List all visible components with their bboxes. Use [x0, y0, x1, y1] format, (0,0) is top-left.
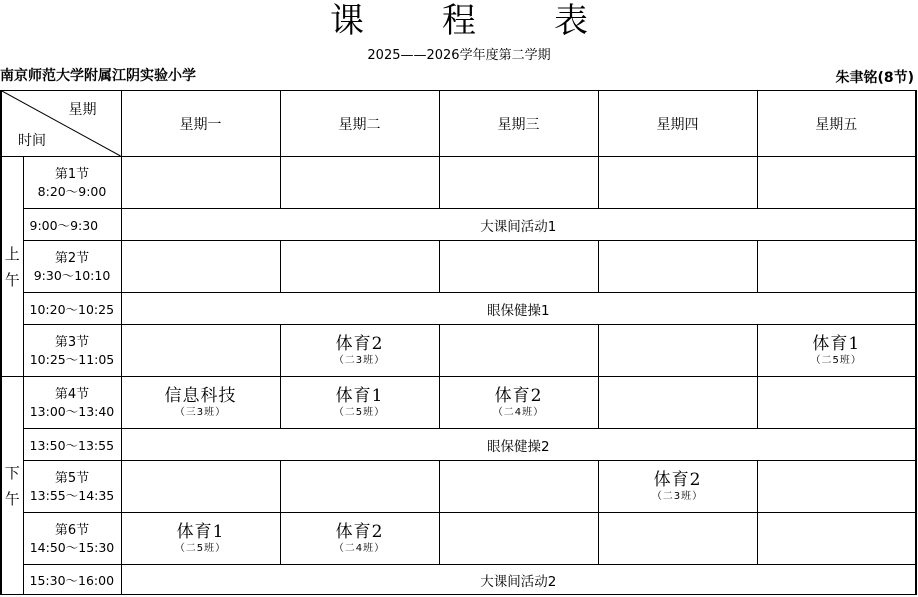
period-label: 第2节 — [54, 250, 90, 266]
table-row — [1, 513, 916, 565]
period-cell — [23, 157, 121, 209]
day-header-fri: 星期五 — [757, 91, 916, 157]
am-label-char: 上 — [4, 244, 20, 263]
period-label: 第4节 — [54, 386, 90, 402]
corner-time-label: 时间 — [18, 133, 46, 149]
course-cell — [598, 325, 757, 377]
break-time: 9:00～9:30 — [23, 209, 121, 241]
course-cell — [121, 377, 280, 429]
course-cell — [280, 241, 439, 293]
class-name: （二5班） — [174, 542, 227, 554]
course-cell — [757, 377, 916, 429]
header-row — [1, 91, 916, 157]
day-header-tue: 星期二 — [280, 91, 439, 157]
course-cell — [598, 157, 757, 209]
timetable — [0, 90, 917, 595]
course-cell — [439, 157, 598, 209]
class-name: （二4班） — [492, 406, 545, 418]
period-cell — [23, 513, 121, 565]
table-row — [1, 377, 916, 429]
class-name: （二5班） — [333, 406, 386, 418]
course-cell — [439, 461, 598, 513]
course-cell — [280, 377, 439, 429]
period-cell — [23, 325, 121, 377]
course-cell — [757, 513, 916, 565]
course-cell — [757, 325, 916, 377]
teacher-name: 朱聿铭(8节) — [835, 70, 914, 86]
course-name: 体育1 — [176, 521, 225, 542]
break-time: 13:50～13:55 — [23, 429, 121, 461]
course-cell — [121, 461, 280, 513]
course-name: 体育2 — [335, 333, 384, 354]
course-cell — [280, 461, 439, 513]
course-cell — [439, 325, 598, 377]
period-label: 第6节 — [54, 522, 90, 538]
course-name: 体育2 — [653, 469, 702, 490]
period-time: 14:50～15:30 — [29, 539, 115, 555]
course-cell — [121, 513, 280, 565]
class-name: （三3班） — [174, 406, 227, 418]
page-title: 课程表 — [330, 1, 666, 41]
course-cell — [598, 241, 757, 293]
course-cell — [598, 513, 757, 565]
break-activity: 大课间活动1 — [121, 209, 916, 241]
period-cell — [23, 377, 121, 429]
period-label: 第1节 — [54, 166, 90, 182]
table-row — [1, 325, 916, 377]
course-cell — [598, 377, 757, 429]
corner-day-label: 星期 — [68, 102, 97, 118]
table-row — [1, 565, 916, 595]
course-name: 体育2 — [494, 385, 543, 406]
course-cell — [439, 241, 598, 293]
course-name: 体育1 — [812, 333, 861, 354]
break-time: 10:20～10:25 — [23, 293, 121, 325]
course-cell — [280, 513, 439, 565]
period-cell — [23, 461, 121, 513]
period-time: 9:30～10:10 — [33, 267, 111, 283]
period-cell — [23, 241, 121, 293]
class-name: （二5班） — [810, 354, 862, 366]
table-row — [1, 241, 916, 293]
table-row — [1, 209, 916, 241]
break-activity: 大课间活动2 — [121, 565, 916, 595]
course-name: 体育2 — [335, 521, 384, 542]
break-activity: 眼保健操1 — [121, 293, 916, 325]
break-activity: 眼保健操2 — [121, 429, 916, 461]
period-time: 10:25～11:05 — [29, 351, 115, 367]
class-name: （二3班） — [333, 354, 386, 366]
table-row — [1, 461, 916, 513]
table-row — [1, 157, 916, 209]
am-label-char: 午 — [4, 270, 20, 289]
period-time: 13:55～14:35 — [29, 487, 115, 503]
course-cell — [757, 241, 916, 293]
semester-subtitle: 2025——2026学年度第二学期 — [367, 48, 551, 63]
class-name: （二4班） — [333, 542, 386, 554]
pm-label-char: 午 — [4, 489, 20, 508]
course-cell — [280, 325, 439, 377]
course-cell — [439, 513, 598, 565]
course-cell — [121, 325, 280, 377]
day-header-mon: 星期一 — [121, 91, 280, 157]
course-name: 信息科技 — [164, 385, 237, 406]
break-time: 15:30～16:00 — [23, 565, 121, 595]
course-name: 体育1 — [335, 385, 384, 406]
period-time: 13:00～13:40 — [29, 403, 115, 419]
am-label-cell — [1, 157, 23, 377]
course-cell — [121, 157, 280, 209]
table-row — [1, 293, 916, 325]
period-time: 8:20～9:00 — [37, 183, 107, 199]
period-label: 第5节 — [54, 470, 90, 486]
pm-label-char: 下 — [4, 463, 20, 482]
pm-label-cell — [1, 377, 23, 595]
course-cell — [439, 377, 598, 429]
class-name: （二3班） — [651, 490, 704, 502]
course-cell — [757, 157, 916, 209]
school-name: 南京师范大学附属江阴实验小学 — [0, 68, 196, 84]
course-cell — [598, 461, 757, 513]
course-cell — [121, 241, 280, 293]
period-label: 第3节 — [54, 334, 90, 350]
day-header-wed: 星期三 — [439, 91, 598, 157]
corner-header-cell — [1, 91, 121, 157]
table-row — [1, 429, 916, 461]
course-cell — [757, 461, 916, 513]
course-cell — [280, 157, 439, 209]
day-header-thu: 星期四 — [598, 91, 757, 157]
